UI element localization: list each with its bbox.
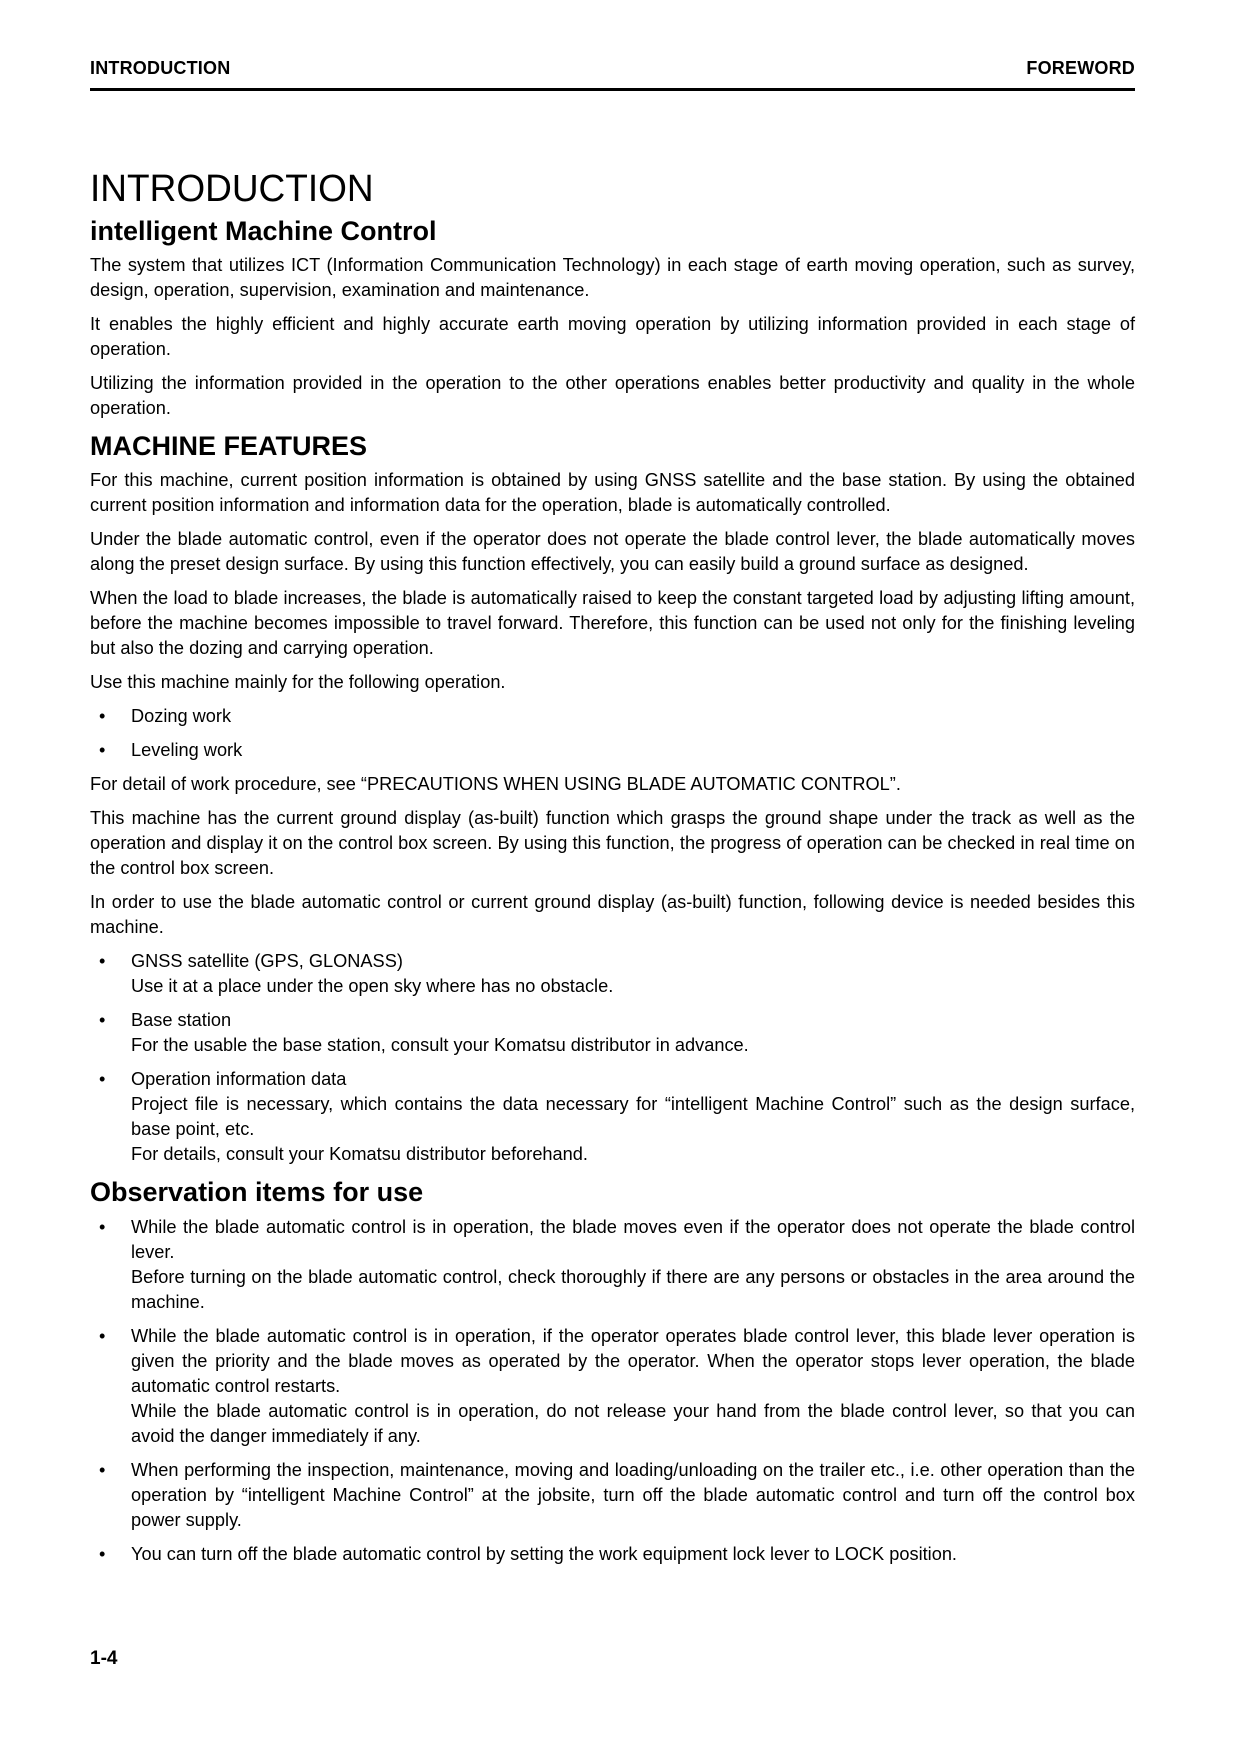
work-list [90, 704, 1135, 763]
list-item-text: Dozing work [131, 706, 232, 727]
features-paragraph: In order to use the blade automatic control or current ground display (as-built) function, following device is needed besides this machine. [90, 892, 1135, 938]
features-paragraph: Under the blade automatic control, even if the operator does not operate the blade control lever, the blade automatically moves along the preset design surface. By using this function effectively, you can easily build a ground surface as designed. [90, 529, 1135, 575]
device-name: Operation information data [131, 1069, 347, 1090]
device-note: Use it at a place under the open sky where has no obstacle. [131, 976, 614, 997]
header-rule [90, 88, 1135, 91]
observation-text: You can turn off the blade automatic control by setting the work equipment lock lever to LOCK position. [131, 1543, 957, 1564]
machine-features-heading: MACHINE FEATURES [90, 430, 368, 461]
bullet-icon: • [99, 1325, 106, 1346]
observation-heading: Observation items for use [90, 1177, 424, 1208]
bullet-icon: • [99, 1010, 106, 1031]
observation-text: While the blade automatic control is in operation, the blade moves even if the operator does not operate the blade control lever. [131, 1216, 1135, 1262]
device-note: Project file is necessary, which contains the data necessary for “intelligent Machine Control” such as the design surface, base point, etc. [131, 1094, 1135, 1140]
features-paragraph: For this machine, current position information is obtained by using GNSS satellite and the base station. By using the obtained current position information and information data for the operation, blade is automatically controlled. [90, 470, 1135, 516]
page-number: 1-4 [90, 1648, 118, 1669]
list-item [90, 1324, 1135, 1449]
page-content [90, 168, 1135, 1576]
bullet-icon: • [99, 951, 106, 972]
imc-paragraph: It enables the highly efficient and highly accurate earth moving operation by utilizing information provided in each stage of operation. [90, 313, 1135, 359]
device-note: For the usable the base station, consult your Komatsu distributor in advance. [131, 1035, 749, 1056]
bullet-icon: • [99, 1216, 106, 1237]
bullet-icon: • [99, 1459, 106, 1480]
header-section-right: FOREWORD [1026, 58, 1135, 78]
bullet-icon: • [99, 706, 106, 727]
device-name: Base station [131, 1010, 232, 1031]
list-item [90, 704, 1135, 729]
observation-text: Before turning on the blade automatic control, check thoroughly if there are any persons or obstacles in the area around the machine. [131, 1266, 1135, 1312]
list-item [90, 1008, 1135, 1058]
header-section-left: INTRODUCTION [90, 58, 231, 78]
features-paragraph: Use this machine mainly for the following operation. [90, 672, 506, 693]
device-name: GNSS satellite (GPS, GLONASS) [131, 951, 403, 972]
list-item [90, 1067, 1135, 1167]
page-title: INTRODUCTION [90, 167, 374, 210]
list-item [90, 738, 1135, 763]
features-paragraph: For detail of work procedure, see “PRECAUTIONS WHEN USING BLADE AUTOMATIC CONTROL”. [90, 774, 901, 795]
list-item [90, 1542, 1135, 1567]
imc-heading: intelligent Machine Control [90, 215, 437, 246]
imc-paragraph: The system that utilizes ICT (Information Communication Technology) in each stage of earth moving operation, such as survey, design, operation, supervision, examination and maintenance. [90, 254, 1135, 300]
observation-text: While the blade automatic control is in operation, do not release your hand from the blade control lever, so that you can avoid the danger immediately if any. [131, 1400, 1135, 1446]
imc-paragraph: Utilizing the information provided in the operation to the other operations enables better productivity and quality in the whole operation. [90, 372, 1135, 418]
list-item [90, 1215, 1135, 1315]
observation-text: When performing the inspection, maintenance, moving and loading/unloading on the trailer etc., i.e. other operation than the operation by “intelligent Machine Control” at the jobsite, turn off the blade automatic control and turn off the control box power supply. [131, 1459, 1135, 1530]
device-list [90, 949, 1135, 1167]
device-note: For details, consult your Komatsu distributor beforehand. [131, 1144, 588, 1165]
features-paragraph: This machine has the current ground display (as-built) function which grasps the ground shape under the track as well as the operation and display it on the control box screen. By using this function, the progress of operation can be checked in real time on the control box screen. [90, 808, 1135, 879]
observation-list [90, 1215, 1135, 1567]
bullet-icon: • [99, 740, 106, 761]
features-paragraph: When the load to blade increases, the blade is automatically raised to keep the constant targeted load by adjusting lifting amount, before the machine becomes impossible to travel forward. Therefore, this function can be used not only for the finishing leveling but also the dozing and carrying operation. [90, 588, 1135, 659]
list-item-text: Leveling work [131, 740, 243, 761]
list-item [90, 949, 1135, 999]
list-item [90, 1458, 1135, 1533]
observation-text: While the blade automatic control is in operation, if the operator operates blade control lever, this blade lever operation is given the priority and the blade moves as operated by the operator. When the operator stops lever operation, the blade automatic control restarts. [131, 1325, 1135, 1396]
bullet-icon: • [99, 1543, 106, 1564]
running-header [90, 58, 1135, 79]
bullet-icon: • [99, 1069, 106, 1090]
